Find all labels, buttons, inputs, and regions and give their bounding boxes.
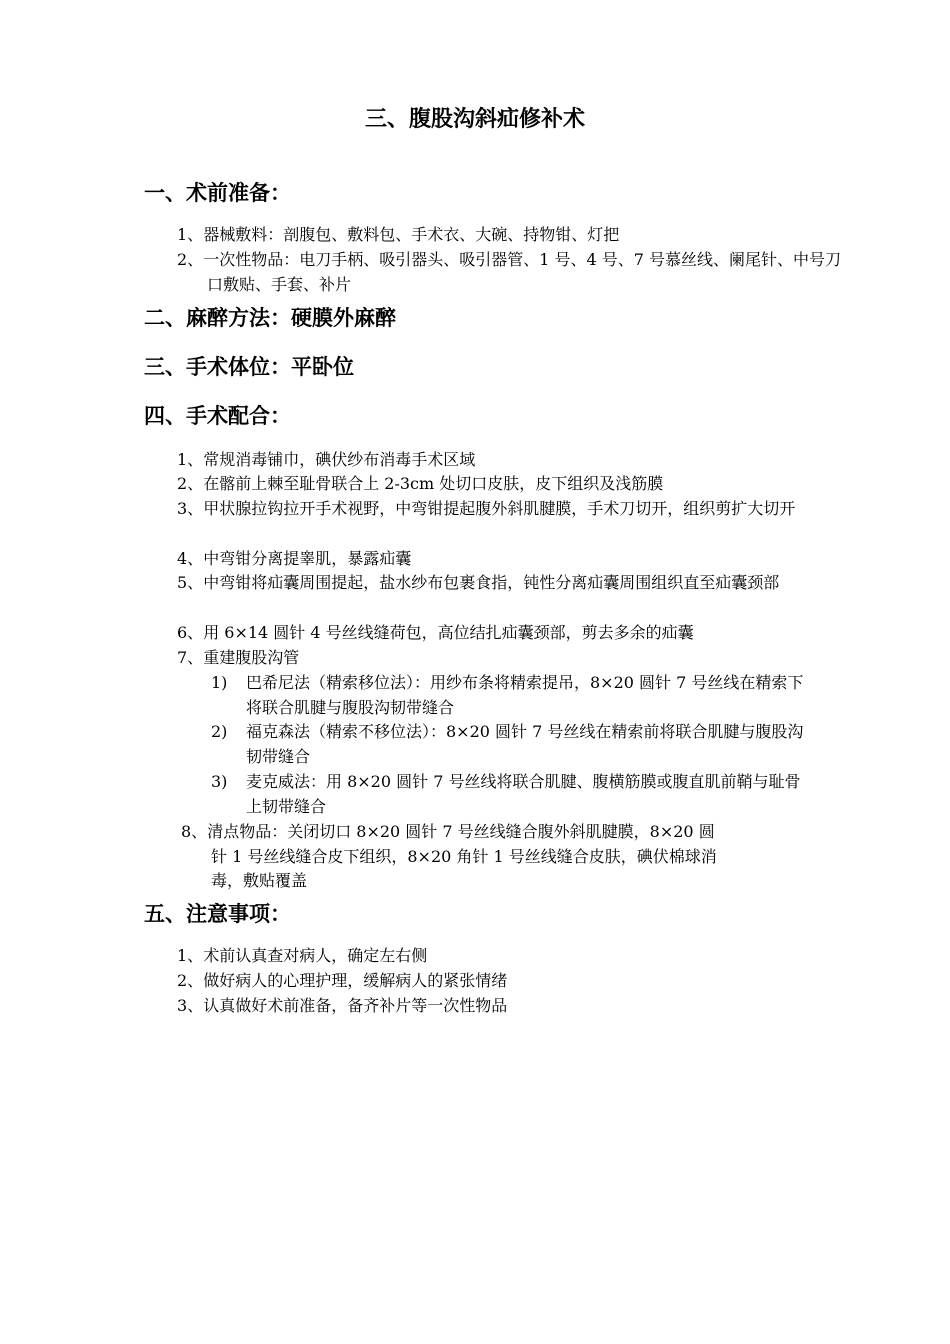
list-item: 3、认真做好术前准备，备齐补片等一次性物品 xyxy=(177,996,508,1015)
list-item: 1、术前认真查对病人，确定左右侧 xyxy=(177,946,428,965)
section-heading-anesthesia: 二、麻醉方法：硬膜外麻醉 xyxy=(144,305,396,330)
section-heading-cooperation: 四、手术配合： xyxy=(144,403,291,428)
section-heading-notes: 五、注意事项： xyxy=(144,901,291,926)
list-item: 2、一次性物品：电刀手柄、吸引器头、吸引器管、1 号、4 号、7 号慕丝线、阑尾针、中号刀口敷贴、手套、补片 xyxy=(177,250,841,294)
sub-list-item: 3) 麦克威法：用 8×20 圆针 7 号丝线将联合肌腱、腹横筋膜或腹直肌前鞘与耻骨上韧带缝合 xyxy=(211,772,801,816)
list-item: 2、在髂前上棘至耻骨联合上 2-3cm 处切口皮肤，皮下组织及浅筋膜 xyxy=(177,474,664,493)
sub-list-item: 2) 福克森法（精索不移位法）：8×20 圆针 7 号丝线在精索前将联合肌腱与腹股沟韧带缝合 xyxy=(211,722,804,766)
section-heading-preop: 一、术前准备： xyxy=(144,180,291,205)
section-heading-position: 三、手术体位：平卧位 xyxy=(144,354,354,379)
list-item: 4、中弯钳分离提睾肌，暴露疝囊 xyxy=(177,549,412,568)
list-item: 1、器械敷料：剖腹包、敷料包、手术衣、大碗、持物钳、灯把 xyxy=(177,225,620,244)
list-item-8: 8、清点物品：关闭切口 8×20 圆针 7 号丝线缝合腹外斜肌腱膜，8×20 圆 针 1 号丝线缝合皮下组织，8×20 角针 1 号丝线缝合皮肤，碘伏棉球消 毒，敷贴覆盖 xyxy=(181,822,717,891)
list-item: 5、中弯钳将疝囊周围提起，盐水纱布包裹食指，钝性分离疝囊周围组织直至疝囊颈部 xyxy=(177,573,780,592)
sub-list-item: 1) 巴希尼法（精索移位法）：用纱布条将精索提吊，8×20 圆针 7 号丝线在精索下将联合肌腱与腹股沟韧带缝合 xyxy=(211,673,804,717)
list-item: 3、甲状腺拉钩拉开手术视野，中弯钳提起腹外斜肌腱膜，手术刀切开，组织剪扩大切开 xyxy=(177,499,796,518)
list-item: 1、常规消毒铺巾，碘伏纱布消毒手术区域 xyxy=(177,450,476,469)
list-item: 7、重建腹股沟管 xyxy=(177,648,300,667)
list-item: 6、用 6×14 圆针 4 号丝线缝荷包，高位结扎疝囊颈部，剪去多余的疝囊 xyxy=(177,623,694,642)
list-item: 2、做好病人的心理护理，缓解病人的紧张情绪 xyxy=(177,971,508,990)
document-title: 三、腹股沟斜疝修补术 xyxy=(364,106,585,132)
